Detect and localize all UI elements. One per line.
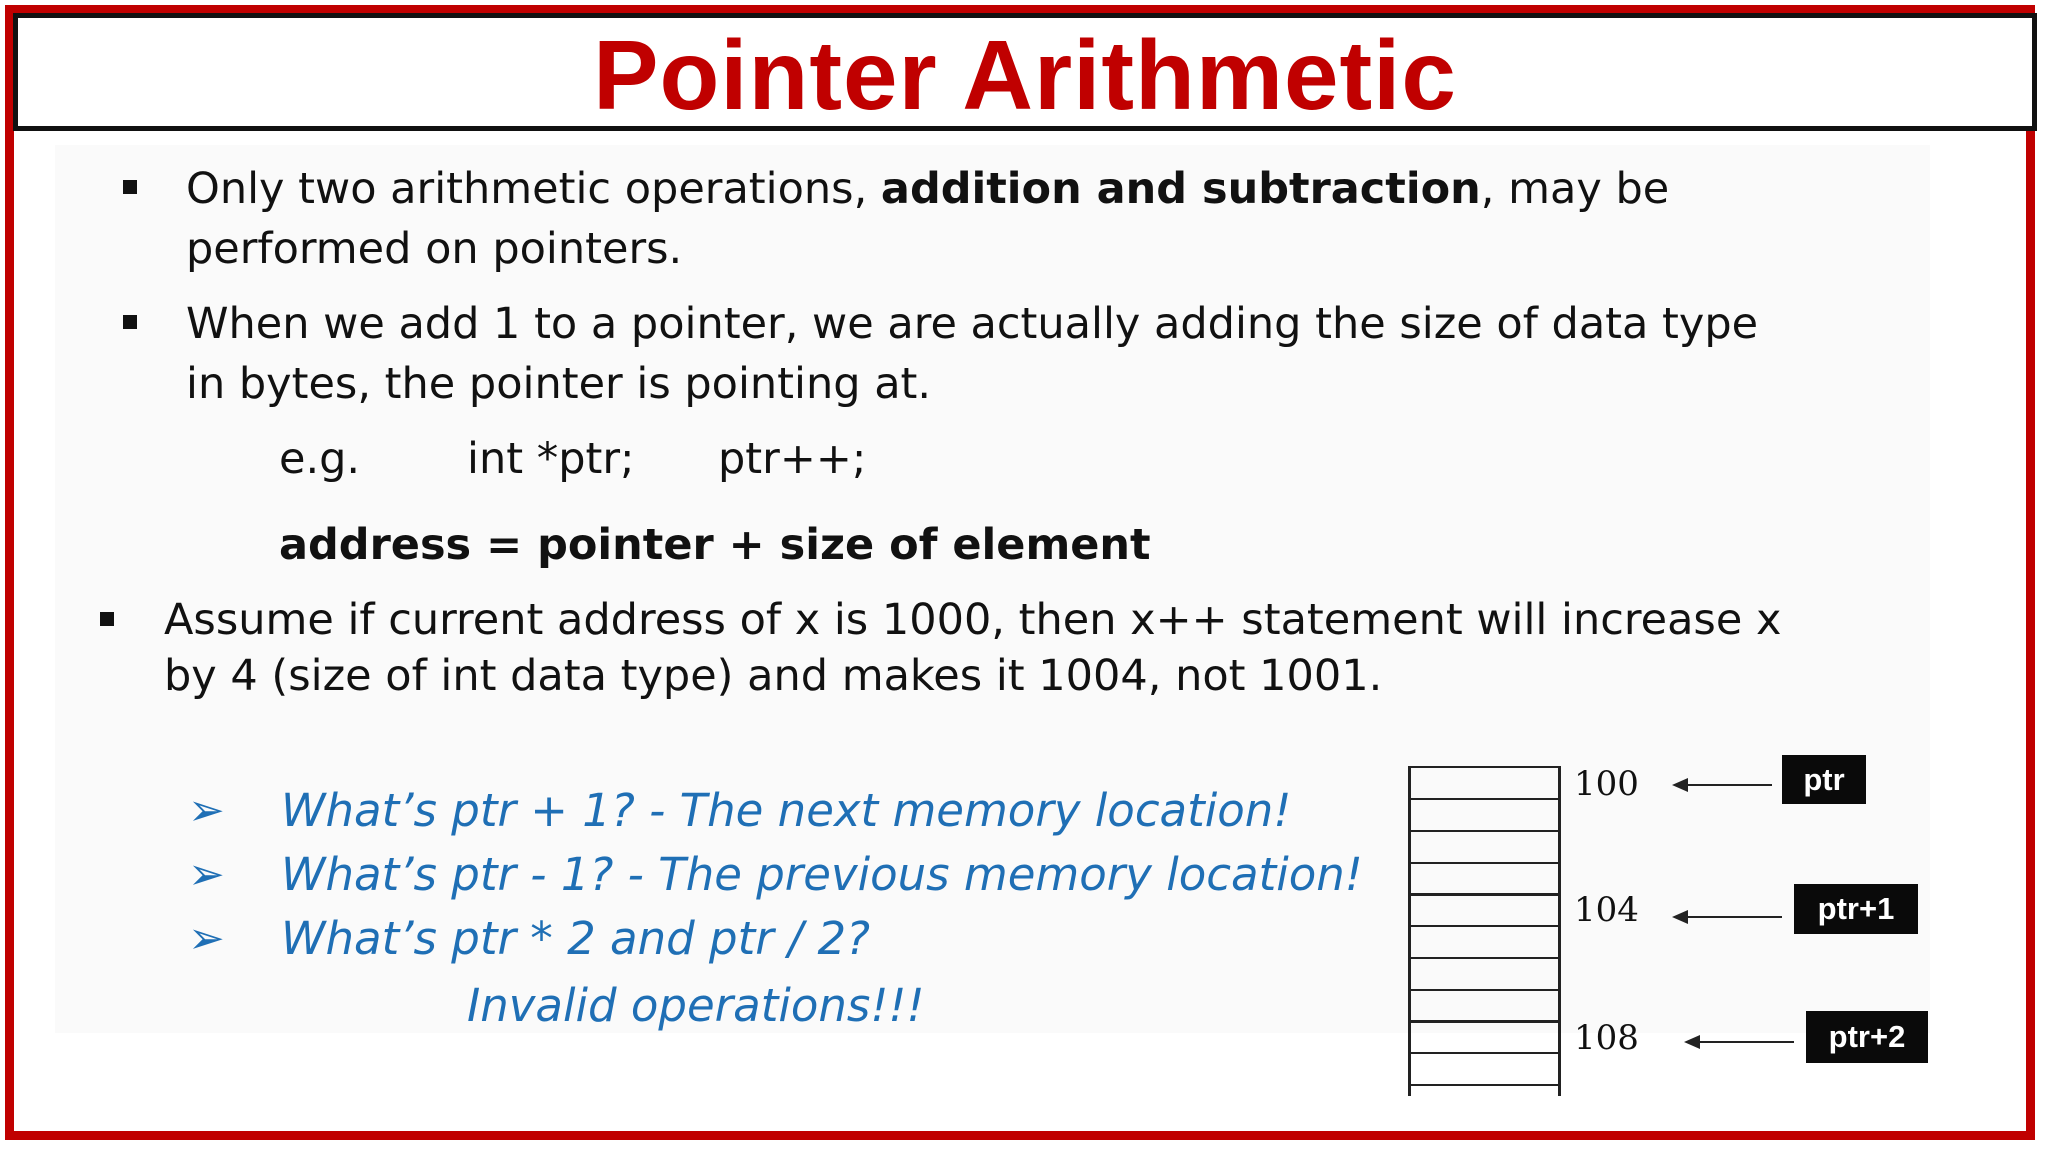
memory-cell-line (1408, 1052, 1558, 1054)
bullet-1-bold: addition and subtraction (880, 164, 1481, 214)
address-104: 104 (1574, 890, 1639, 930)
bullet-marker (123, 180, 137, 194)
memory-cell-line (1408, 893, 1558, 896)
bullet-marker (123, 315, 137, 329)
example-eg: e.g. (279, 434, 361, 484)
memory-cell-line (1408, 989, 1558, 991)
memory-cell-line (1408, 766, 1558, 768)
bullet-2-line-1: When we add 1 to a pointer, we are actually adding the size of data type (186, 299, 1759, 349)
question-3: What’s ptr * 2 and ptr / 2? (281, 912, 870, 965)
question-1: What’s ptr + 1? - The next memory location! (281, 784, 1292, 837)
memory-cell-line (1408, 830, 1558, 832)
question-answer: Invalid operations!!! (467, 979, 925, 1032)
memory-right-edge (1558, 766, 1561, 1096)
bullet-2-line-2: in bytes, the pointer is pointing at. (186, 359, 932, 409)
memory-cell-line (1408, 1020, 1558, 1023)
arrow-bullet-icon: ➢ (188, 849, 225, 900)
arrow-line (1698, 1041, 1794, 1043)
label-ptr-plus-2: ptr+2 (1806, 1011, 1928, 1063)
example-incr: ptr++; (718, 434, 867, 484)
address-108: 108 (1574, 1018, 1639, 1058)
arrow-line (1686, 916, 1782, 918)
memory-left-edge (1408, 766, 1411, 1096)
question-2: What’s ptr - 1? - The previous memory location! (281, 848, 1363, 901)
arrow-line (1686, 784, 1772, 786)
address-100: 100 (1574, 764, 1639, 804)
label-ptr-plus-1: ptr+1 (1794, 884, 1918, 934)
bullet-3-line-1: Assume if current address of x is 1000, then x++ statement will increase x (164, 595, 1782, 645)
bullet-1-line-2: performed on pointers. (186, 224, 683, 274)
memory-cell-line (1408, 798, 1558, 800)
memory-cell-line (1408, 862, 1558, 864)
memory-diagram (1408, 766, 1562, 1096)
bullet-1-line-1 (186, 158, 1669, 220)
slide-title: Pointer Arithmetic (593, 20, 1457, 130)
arrow-bullet-icon: ➢ (188, 913, 225, 964)
bullet-3-line-2: by 4 (size of int data type) and makes it 1004, not 1001. (164, 651, 1383, 701)
title-box (13, 13, 2037, 131)
memory-cell-line (1408, 957, 1558, 959)
bullet-marker (100, 612, 114, 626)
example-formula: address = pointer + size of element (279, 520, 1151, 570)
memory-cell-line (1408, 1084, 1558, 1086)
example-decl: int *ptr; (467, 434, 635, 484)
bullet-1-post: , may be (1480, 164, 1670, 214)
arrow-bullet-icon: ➢ (188, 785, 225, 836)
bullet-1-pre: Only two arithmetic operations, (186, 164, 881, 214)
memory-cell-line (1408, 925, 1558, 927)
label-ptr: ptr (1782, 755, 1866, 804)
